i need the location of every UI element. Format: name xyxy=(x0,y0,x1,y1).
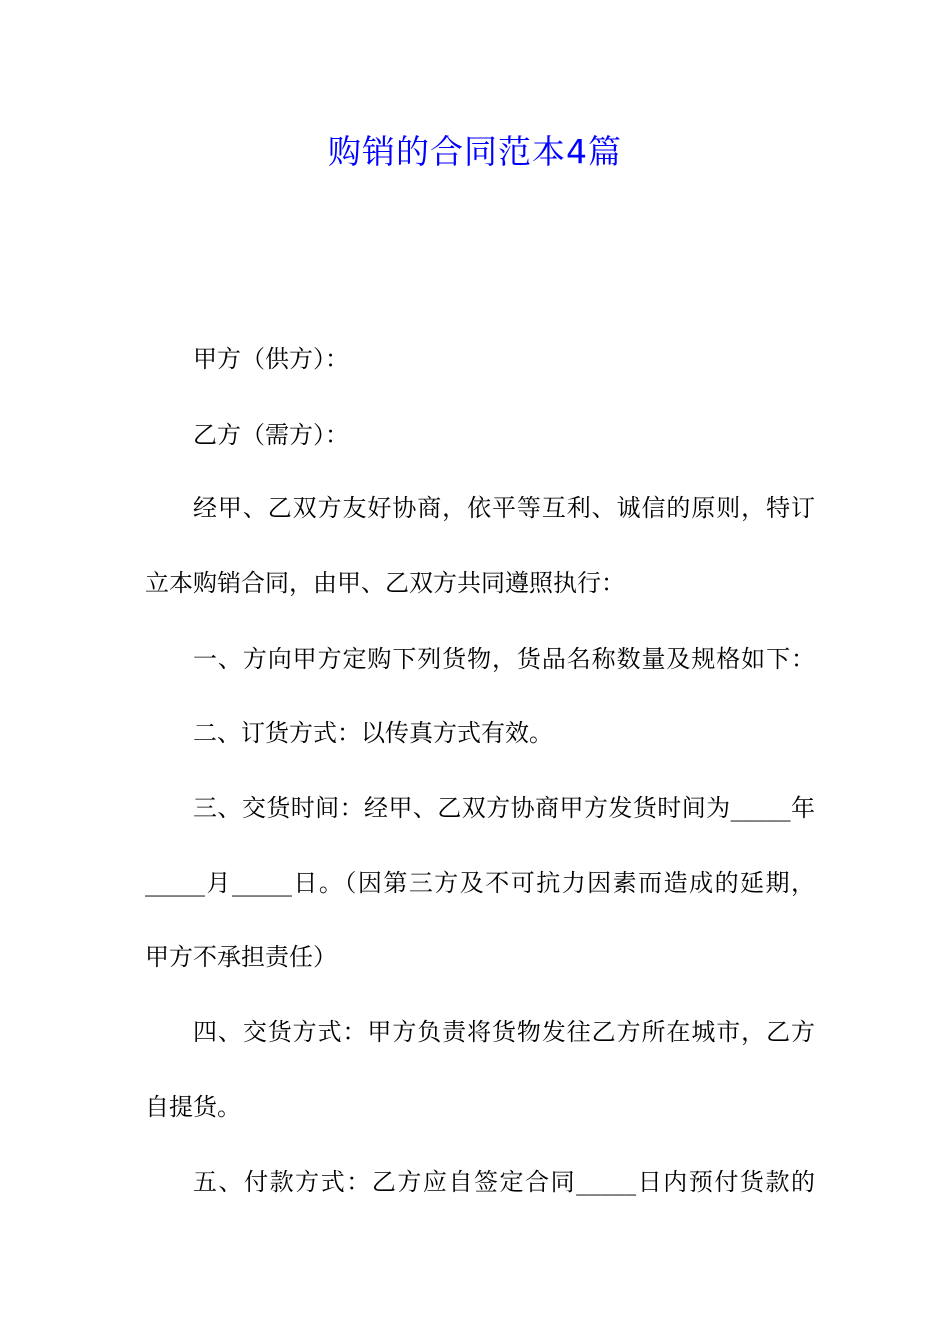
paragraph-line: 立本购销合同，由甲、乙双方共同遵照执行： xyxy=(145,569,625,597)
paragraph-line: 经甲、乙双方友好协商，依平等互利、诚信的原则，特订 xyxy=(193,494,815,522)
party-a-line: 甲方（供方）： xyxy=(193,345,349,373)
clause-3-line: 三、交货时间：经甲、乙双方协商甲方发货时间为_____年 xyxy=(193,794,815,822)
document-title: 购销的合同范本4篇 xyxy=(328,132,622,171)
clause-5-line: 五、付款方式：乙方应自签定合同_____日内预付货款的 xyxy=(193,1168,815,1196)
clause-2-line: 二、订货方式：以传真方式有效。 xyxy=(193,719,553,747)
clause-3-line: _____月_____日。（因第三方及不可抗力因素而造成的延期， xyxy=(145,869,815,897)
party-b-line: 乙方（需方）： xyxy=(193,421,349,449)
clause-1-line: 一、方向甲方定购下列货物，货品名称数量及规格如下： xyxy=(193,645,815,673)
clause-4-line: 自提货。 xyxy=(145,1093,241,1121)
clause-3-line: 甲方不承担责任） xyxy=(145,943,337,971)
clause-4-line: 四、交货方式：甲方负责将货物发往乙方所在城市，乙方 xyxy=(193,1018,815,1046)
